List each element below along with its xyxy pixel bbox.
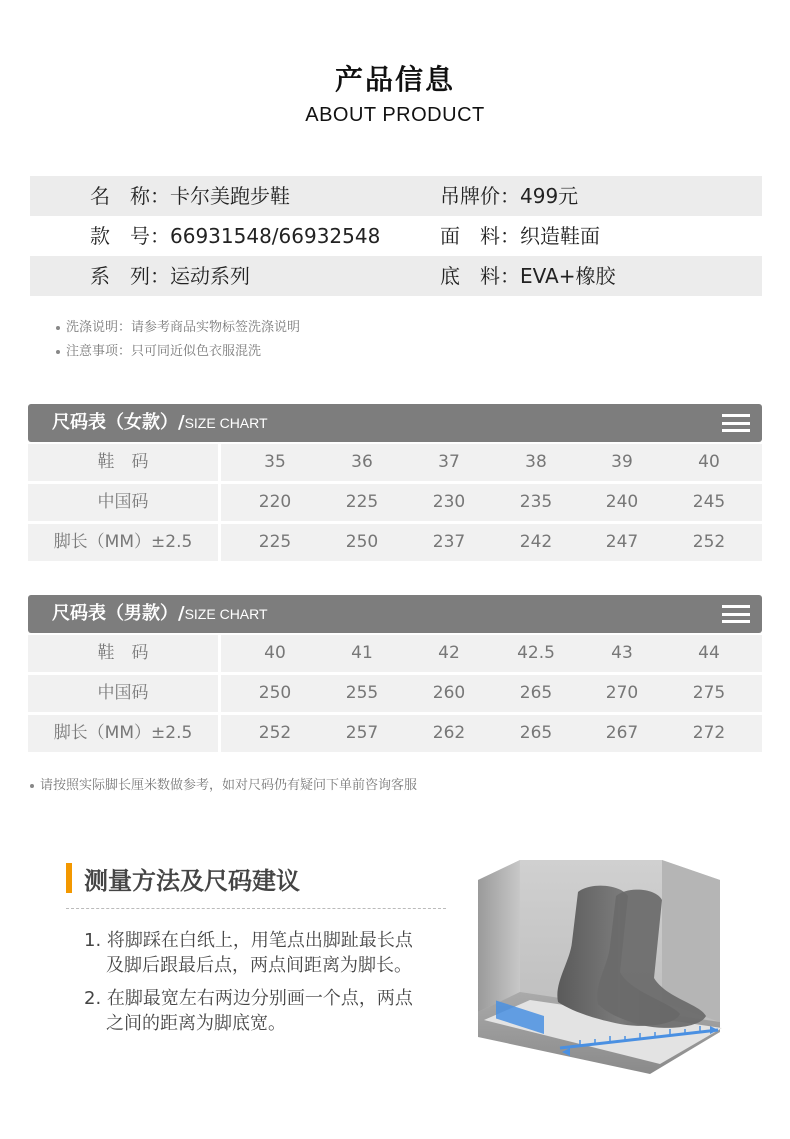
table-row bbox=[28, 635, 762, 672]
care-note-text: 洗涤说明：请参考商品实物标签洗涤说明 bbox=[66, 320, 301, 335]
table-cell: 42.5 bbox=[517, 643, 555, 663]
table-cell: 44 bbox=[698, 643, 720, 663]
table-cell: 38 bbox=[525, 452, 547, 472]
table-row bbox=[28, 444, 762, 481]
table-cell: 267 bbox=[605, 723, 639, 743]
product-info-row bbox=[30, 256, 762, 296]
info-label: 名 称： bbox=[90, 184, 170, 208]
menu-icon bbox=[722, 414, 750, 432]
table-cell: 250 bbox=[258, 683, 292, 703]
measure-step-1: 1. 将脚踩在白纸上，用笔点出脚趾最长点 bbox=[84, 930, 413, 951]
table-row bbox=[28, 484, 762, 521]
size-note bbox=[30, 774, 417, 793]
table-cell: 42 bbox=[438, 643, 460, 663]
table-cell: 237 bbox=[432, 532, 466, 552]
table-row bbox=[28, 675, 762, 712]
table-title-en: SIZE CHART bbox=[184, 606, 268, 622]
product-info-row bbox=[30, 216, 762, 256]
bullet-icon bbox=[56, 326, 60, 330]
table-cell: 37 bbox=[438, 452, 460, 472]
table-cell: 35 bbox=[264, 452, 286, 472]
menu-icon bbox=[722, 605, 750, 623]
table-row bbox=[28, 524, 762, 561]
size-note-text: 请按照实际脚长厘米数做参考，如对尺码仍有疑问下单前咨询客服 bbox=[40, 778, 418, 793]
measure-step-1-cont: 及脚后跟最后点，两点间距离为脚长。 bbox=[106, 955, 412, 976]
table-cell: 235 bbox=[519, 492, 553, 512]
table-cell: 262 bbox=[432, 723, 466, 743]
foot-measure-illustration bbox=[470, 852, 730, 1082]
info-value: 499元 bbox=[520, 184, 579, 208]
row-label: 鞋 码 bbox=[28, 444, 218, 481]
table-cell: 247 bbox=[605, 532, 639, 552]
row-label: 鞋 码 bbox=[28, 635, 218, 672]
table-cell: 270 bbox=[605, 683, 639, 703]
table-cell: 250 bbox=[345, 532, 379, 552]
row-label: 中国码 bbox=[28, 484, 218, 521]
measure-title: 测量方法及尺码建议 bbox=[84, 867, 300, 895]
info-label: 面 料： bbox=[440, 224, 520, 248]
size-table-women-header bbox=[28, 404, 762, 442]
table-title-en: SIZE CHART bbox=[184, 415, 268, 431]
product-info-row bbox=[30, 176, 762, 216]
page-subtitle: ABOUT PRODUCT bbox=[305, 104, 485, 126]
table-cell: 41 bbox=[351, 643, 373, 663]
info-label: 系 列： bbox=[90, 264, 170, 288]
info-value: EVA+橡胶 bbox=[520, 264, 616, 288]
care-note-text: 注意事项：只可同近似色衣服混洗 bbox=[66, 344, 262, 359]
size-table-men-header bbox=[28, 595, 762, 633]
table-cell: 40 bbox=[698, 452, 720, 472]
row-label: 脚长（MM）±2.5 bbox=[28, 715, 218, 752]
info-label: 款 号： bbox=[90, 224, 170, 248]
accent-bar bbox=[66, 863, 72, 893]
table-cell: 225 bbox=[258, 532, 292, 552]
room-wall-left bbox=[478, 860, 520, 1012]
table-row bbox=[28, 715, 762, 752]
row-label: 中国码 bbox=[28, 675, 218, 712]
table-cell: 275 bbox=[692, 683, 726, 703]
info-value: 运动系列 bbox=[170, 264, 250, 288]
table-cell: 230 bbox=[432, 492, 466, 512]
page-title: 产品信息 bbox=[334, 63, 455, 96]
info-value: 织造鞋面 bbox=[520, 224, 600, 248]
divider bbox=[66, 908, 446, 909]
table-cell: 260 bbox=[432, 683, 466, 703]
table-cell: 242 bbox=[519, 532, 553, 552]
table-cell: 255 bbox=[345, 683, 379, 703]
table-cell: 257 bbox=[345, 723, 379, 743]
measure-step-2: 2. 在脚最宽左右两边分别画一个点，两点 bbox=[84, 988, 413, 1009]
bullet-icon bbox=[56, 350, 60, 354]
table-cell: 245 bbox=[692, 492, 726, 512]
table-cell: 43 bbox=[611, 643, 633, 663]
table-cell: 272 bbox=[692, 723, 726, 743]
info-value: 卡尔美跑步鞋 bbox=[170, 184, 290, 208]
info-label: 底 料： bbox=[440, 264, 520, 288]
table-title: 尺码表（女款）/ bbox=[52, 412, 185, 433]
table-cell: 36 bbox=[351, 452, 373, 472]
table-cell: 240 bbox=[605, 492, 639, 512]
table-cell: 39 bbox=[611, 452, 633, 472]
info-label: 吊牌价： bbox=[440, 184, 520, 208]
info-value: 66931548/66932548 bbox=[170, 224, 381, 248]
table-cell: 252 bbox=[258, 723, 292, 743]
table-cell: 225 bbox=[345, 492, 379, 512]
measure-step-2-cont: 之间的距离为脚底宽。 bbox=[106, 1013, 286, 1034]
table-cell: 265 bbox=[519, 683, 553, 703]
table-title: 尺码表（男款）/ bbox=[52, 603, 185, 624]
table-cell: 220 bbox=[258, 492, 292, 512]
table-cell: 40 bbox=[264, 643, 286, 663]
row-label: 脚长（MM）±2.5 bbox=[28, 524, 218, 561]
care-note bbox=[56, 340, 261, 359]
bullet-icon bbox=[30, 784, 34, 788]
care-note bbox=[56, 316, 300, 335]
table-cell: 265 bbox=[519, 723, 553, 743]
table-cell: 252 bbox=[692, 532, 726, 552]
